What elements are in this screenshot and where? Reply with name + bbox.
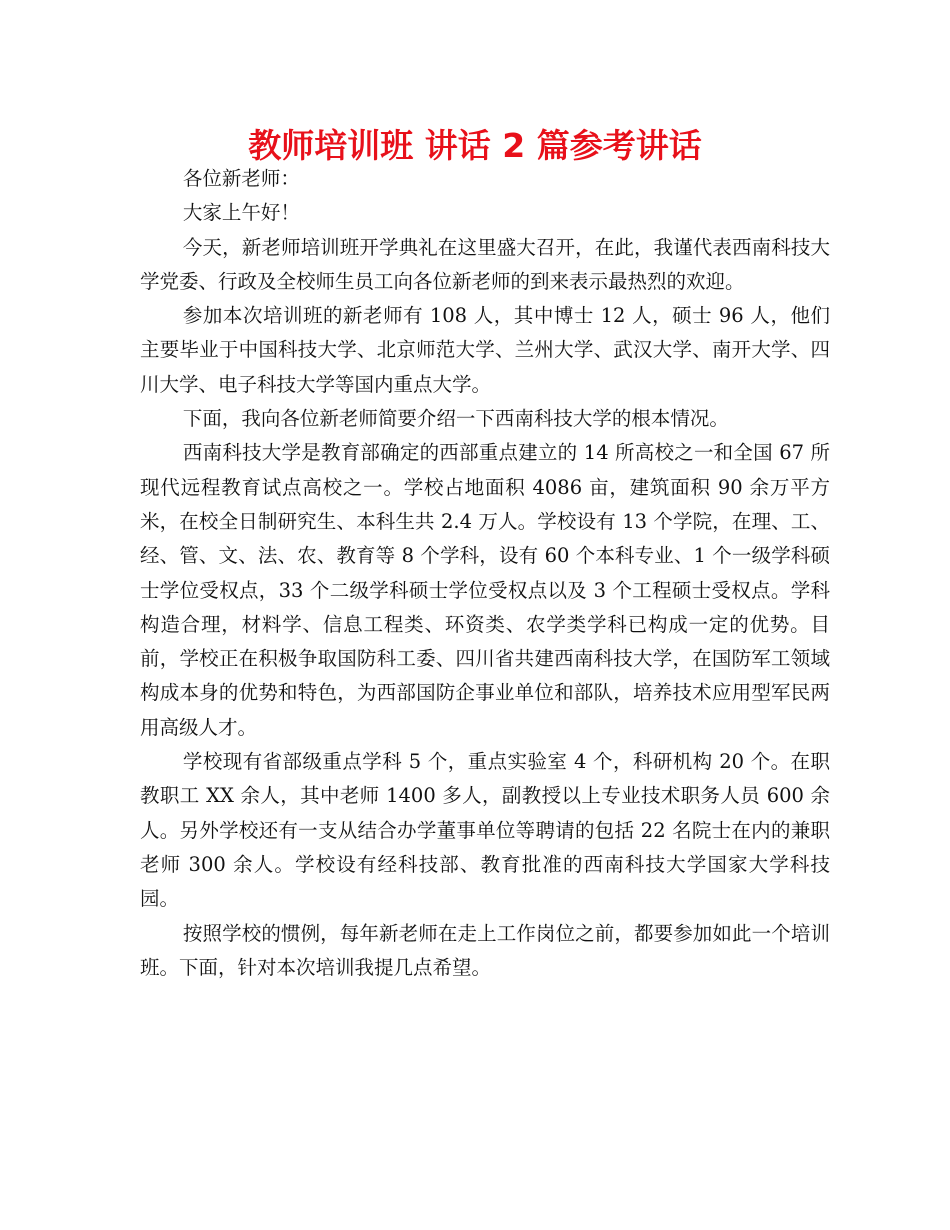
paragraph-participants: 参加本次培训班的新老师有 108 人，其中博士 12 人，硕士 96 人，他们主要毕业于中国科技大学、北京师范大学、兰州大学、武汉大学、南开大学、四川大学、电子科技大学等国内重点大学。 — [140, 304, 830, 396]
paragraph-greeting: 大家上午好！ — [182, 201, 300, 225]
paragraph-salutation: 各位新老师： — [182, 167, 300, 190]
paragraph-university-overview: 西南科技大学是教育部确定的西部重点建立的 14 所高校之一和全国 67 所现代远程教育试点高校之一。学校占地面积 4086 亩，建筑面积 90 余万平方米，在校全日制研究生、本科生共 2.4 万人。学校设有 13 个学院，在理、工、经、管、文、法、农、教育等 8 个学科，设有 60 个本科专业、1 个一级学科硕士学位受权点，33 个二级学科硕士学位受权点以及 3 个工程硕士受权点。学科构造合理，材料学、信息工程类、环资类、农学类学科已构成一定的优势。目前，学校正在积极争取国防科工委、四川省共建西南科技大学，在国防军工领域构成本身的优势和特色，为西部国防企事业单位和部队，培养技术应用型军民两用高级人才。 — [140, 441, 830, 739]
document-body — [140, 162, 830, 985]
document-title: 教师培训班 讲话 2 篇参考讲话 — [248, 126, 702, 165]
paragraph-intro: 下面，我向各位新老师简要介绍一下西南科技大学的根本情况。 — [182, 407, 729, 431]
paragraph-welcome: 今天，新老师培训班开学典礼在这里盛大召开，在此，我谨代表西南科技大学党委、行政及全校师生员工向各位新老师的到来表示最热烈的欢迎。 — [140, 235, 830, 293]
paragraph-faculty-research: 学校现有省部级重点学科 5 个，重点实验室 4 个，科研机构 20 个。在职教职工 XX 余人，其中老师 1400 多人，副教授以上专业技术职务人员 600 余人。另外学校还有一支从结合办学董事单位等聘请的包括 22 名院士在内的兼职老师 300 余人。学校设有经科技部、教育批准的西南科技大学国家大学科技园。 — [140, 750, 830, 911]
paragraph-expectations: 按照学校的惯例，每年新老师在走上工作岗位之前，都要参加如此一个培训班。下面，针对本次培训我提几点希望。 — [140, 921, 830, 979]
